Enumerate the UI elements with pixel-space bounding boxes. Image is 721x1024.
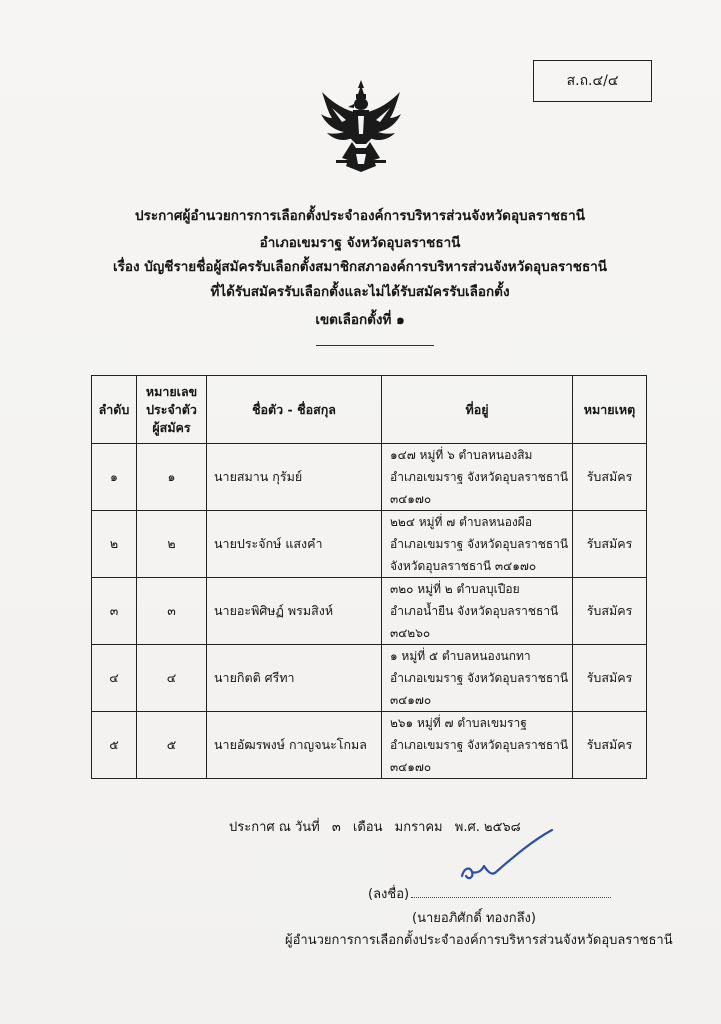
- cell-name: นายกิตติ ศรีทา: [207, 645, 382, 712]
- cell-name: นายอะพิศิษฏ์ พรมสิงห์: [207, 578, 382, 645]
- cell-name: นายสมาน กุรัมย์: [207, 444, 382, 511]
- table-row: [92, 645, 647, 712]
- cell-number: ๒: [137, 511, 207, 578]
- sign-label: (ลงชื่อ): [368, 887, 410, 902]
- header-line-5: เขตเลือกตั้งที่ ๑: [315, 312, 405, 328]
- cell-order: ๑: [92, 444, 137, 511]
- announce-prefix: ประกาศ ณ วันที่: [229, 820, 320, 835]
- address-line: อำเภอเขมราฐ จังหวัดอุบลราชธานี: [390, 671, 569, 685]
- announce-day: ๓: [331, 820, 341, 835]
- header-number-line1: หมายเลข: [145, 383, 198, 399]
- address-line: อำเภอเขมราฐ จังหวัดอุบลราชธานี: [390, 470, 569, 484]
- signature-line: [368, 883, 611, 904]
- address-line: ๓๔๑๗๐: [390, 693, 432, 707]
- form-code: ส.ถ.๔/๔: [566, 73, 619, 89]
- cell-number: ๕: [137, 712, 207, 779]
- header-address: ที่อยู่: [382, 376, 573, 444]
- announce-month: มกราคม: [394, 820, 443, 835]
- header-order: ลำดับ: [92, 376, 137, 444]
- address-line: ๓๒๐ หมู่ที่ ๒ ตำบลบุเปือย: [390, 582, 520, 596]
- cell-address: [382, 578, 573, 645]
- cell-order: ๒: [92, 511, 137, 578]
- address-line: ๑๔๗ หมู่ที่ ๖ ตำบลหนองสิม: [390, 448, 533, 462]
- cell-number: ๑: [137, 444, 207, 511]
- cell-order: ๕: [92, 712, 137, 779]
- cell-remark: รับสมัคร: [573, 712, 647, 779]
- header-number-line3: ผู้สมัคร: [152, 419, 191, 435]
- garuda-emblem-icon: [318, 78, 404, 174]
- address-line: ๓๔๑๗๐: [390, 760, 432, 774]
- header-line-2: อำเภอเขมราฐ จังหวัดอุบลราชธานี: [259, 235, 461, 251]
- address-line: อำเภอเขมราฐ จังหวัดอุบลราชธานี: [390, 537, 569, 551]
- address-line: ๒๒๔ หมู่ที่ ๗ ตำบลหนองผือ: [390, 515, 533, 529]
- cell-address: [382, 712, 573, 779]
- cell-remark: รับสมัคร: [573, 645, 647, 712]
- signature-dotted-line: [411, 885, 611, 898]
- address-line: อำเภอเขมราฐ จังหวัดอุบลราชธานี: [390, 738, 569, 752]
- cell-address: [382, 444, 573, 511]
- header-remark: หมายเหตุ: [573, 376, 647, 444]
- cell-remark: รับสมัคร: [573, 444, 647, 511]
- signatory-position: ผู้อำนวยการการเลือกตั้งประจำองค์การบริหารส่วนจังหวัดอุบลราชธานี: [285, 933, 673, 948]
- cell-name: นายประจักษ์ แสงคำ: [207, 511, 382, 578]
- announce-month-label: เดือน: [352, 820, 383, 835]
- header-number: [137, 376, 207, 444]
- cell-remark: รับสมัคร: [573, 578, 647, 645]
- address-line: ๓๔๒๖๐: [390, 626, 431, 640]
- form-code-box: [533, 60, 652, 102]
- announce-year: พ.ศ. ๒๕๖๘: [454, 820, 521, 835]
- address-line: จังหวัดอุบลราชธานี ๓๔๑๗๐: [390, 559, 537, 573]
- cell-order: ๓: [92, 578, 137, 645]
- address-line: ๓๔๑๗๐: [390, 492, 432, 506]
- cell-number: ๔: [137, 645, 207, 712]
- cell-remark: รับสมัคร: [573, 511, 647, 578]
- cell-order: ๔: [92, 645, 137, 712]
- header-name: ชื่อตัว - ชื่อสกุล: [207, 376, 382, 444]
- address-line: อำเภอน้ำยืน จังหวัดอุบลราชธานี: [390, 604, 559, 618]
- address-line: ๒๖๑ หมู่ที่ ๗ ตำบลเขมราฐ: [390, 716, 527, 730]
- cell-number: ๓: [137, 578, 207, 645]
- header-line-3: เรื่อง บัญชีรายชื่อผู้สมัครรับเลือกตั้งสมาชิกสภาองค์การบริหารส่วนจังหวัดอุบลราชธานี: [112, 259, 608, 275]
- signature-mark: [448, 826, 558, 884]
- table-header-row: [92, 376, 647, 444]
- header-number-line2: ประจำตัว: [146, 401, 197, 417]
- candidate-table: [91, 375, 647, 779]
- cell-address: [382, 511, 573, 578]
- address-line: ๑ หมู่ที่ ๕ ตำบลหนองนกทา: [390, 649, 531, 663]
- table-row: [92, 444, 647, 511]
- signatory-name: (นายอภิศักดิ์ ทองกลึง): [412, 911, 536, 926]
- table-row: [92, 578, 647, 645]
- table-row: [92, 712, 647, 779]
- cell-address: [382, 645, 573, 712]
- header-line-1: ประกาศผู้อำนวยการการเลือกตั้งประจำองค์การบริหารส่วนจังหวัดอุบลราชธานี: [135, 208, 585, 224]
- header-line-4: ที่ได้รับสมัครรับเลือกตั้งและไม่ได้รับสมัครรับเลือกตั้ง: [210, 284, 510, 300]
- table-row: [92, 511, 647, 578]
- cell-name: นายอัฒรพงษ์ กาญจนะโกมล: [207, 712, 382, 779]
- header-divider: [316, 345, 434, 346]
